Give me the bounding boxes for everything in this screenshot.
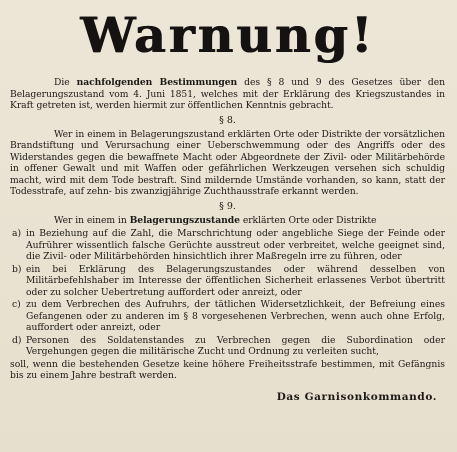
list-item-text: ein bei Erklärung des Belagerungszustandes oder während desselben von Militärbefehlshaber im Interesse der öffentlichen Sicherheit erlassenes Verbot übertritt oder zu solcher Uebertretung auffordert oder anreizt, oder	[26, 263, 445, 298]
list-item	[10, 335, 445, 358]
poster-title: Warnung!	[80, 6, 375, 64]
section-9-tail: soll, wenn die bestehenden Gesetze keine höhere Freiheitsstrafe bestimmen, mit Gefängnis bis zu einem Jahre bestraft werden.	[10, 358, 445, 381]
section-9-lead-bold: Belagerungszustande	[129, 214, 240, 226]
list-item	[10, 228, 445, 263]
list-item	[10, 299, 445, 334]
list-item-mark: a)	[12, 228, 22, 239]
list-item-text: in Beziehung auf die Zahl, die Marschrichtung oder angebliche Siege der Feinde oder Aufrührer wissentlich falsche Gerüchte ausstreut oder verbreitet, welche geeignet sind, die Zivil- oder Militärbehörden hinsichtlich ihrer Maßregeln irre zu führen, oder	[26, 228, 445, 262]
list-item-mark: c)	[12, 299, 21, 310]
section-9-lead-part2: erklärten Orte oder Distrikte	[242, 214, 377, 226]
section-9-heading: § 9.	[219, 200, 236, 212]
intro-paragraph	[10, 77, 445, 112]
section-9-list	[10, 228, 445, 358]
section-8-heading: § 8.	[219, 114, 236, 126]
section-9-lead	[10, 215, 445, 227]
list-item-mark: d)	[12, 334, 22, 346]
intro-part1: Die	[54, 77, 70, 88]
intro-bold: nachfolgenden Bestimmungen	[76, 77, 238, 88]
list-item-text: zu dem Verbrechen des Aufruhrs, der tätlichen Widersetzlichkeit, der Befreiung eines Gefangenen oder zu anderen im § 8 vorgesehenen Verbrechen, wenn auch ohne Erfolg, auffordert oder anreizt, oder	[26, 299, 445, 333]
list-item	[10, 264, 445, 299]
list-item-text: Personen des Soldatenstandes zu Verbrechen gegen die Subordination oder Vergehungen gegen die militärische Zucht und Ordnung zu verleiten sucht,	[26, 334, 445, 357]
intro-part2: des § 8 und 9 des Gesetzes über den Belagerungszustand vom 4. Juni 1851, welches mit der Erklärung des Kriegszustandes in Kraft getreten ist, werden hiermit zur öffentlichen Kenntnis gebracht.	[10, 77, 446, 111]
section-9-lead-part1: Wer in einem in	[54, 214, 127, 226]
section-8-text: Wer in einem in Belagerungszustand erklärten Orte oder Distrikte der vorsätzlichen Brandstiftung und Verursachung einer Ueberschwemmung oder des Angriffs oder des Widerstandes gegen die bewaffnete Macht oder Abgeordnete der Zivil- oder Militärbehörde in offener Gewalt und mit Waffen oder gefährlichen Werkzeugen versehen sich schuldig macht, wird mit dem Tode bestraft. Sind mildernde Umstände vorhanden, so kann, statt der Todesstrafe, auf zehn- bis zwanzigjährige Zuchthausstrafe erkannt werden.	[10, 128, 445, 197]
signature: Das Garnisonkommando.	[276, 390, 437, 403]
list-item-mark: b)	[12, 263, 22, 275]
